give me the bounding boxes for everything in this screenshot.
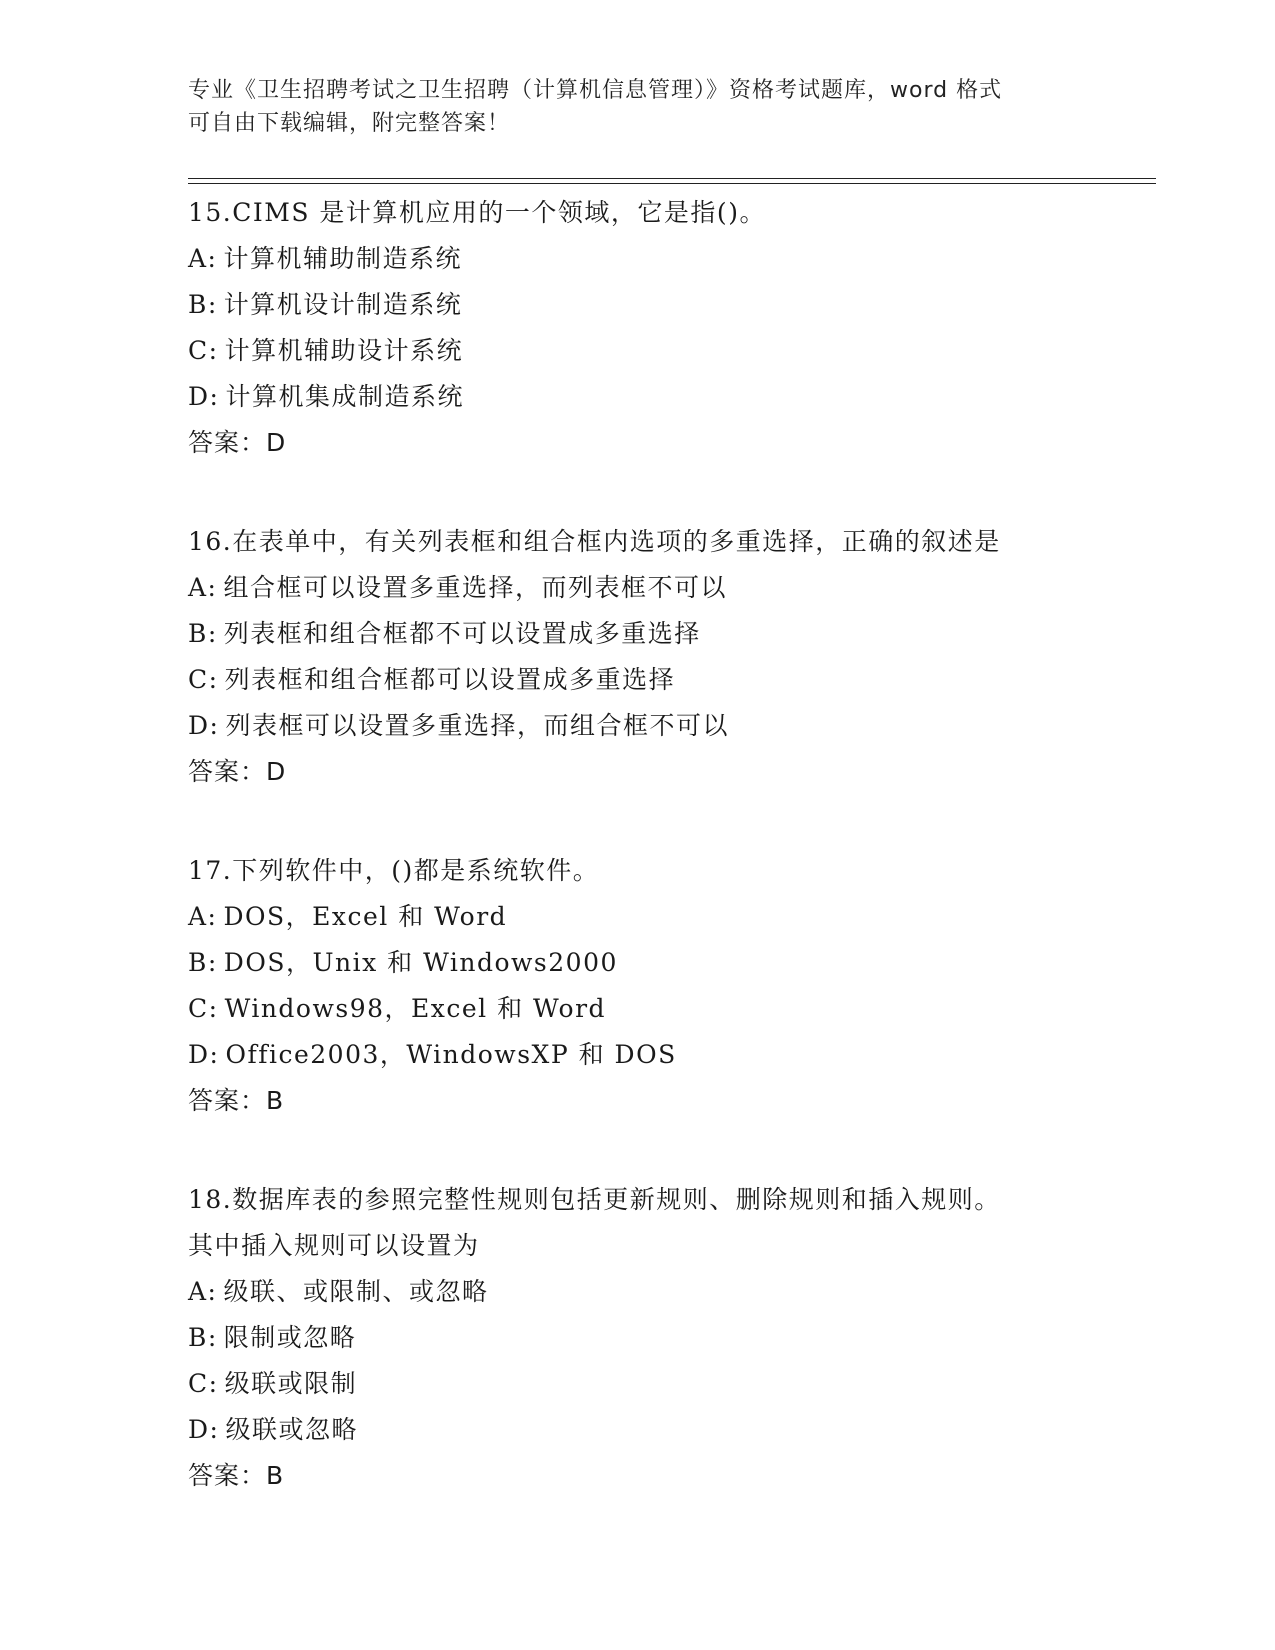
- answer-label: 答案：B: [188, 1461, 285, 1490]
- option-text: 计算机集成制造系统: [225, 382, 464, 411]
- option-letter: D:: [188, 711, 220, 740]
- option-text: 列表框和组合框都不可以设置成多重选择: [223, 619, 701, 648]
- answer-label: 答案：B: [188, 1086, 285, 1115]
- question-spacer: [188, 795, 1148, 848]
- option-letter: A:: [188, 1277, 218, 1306]
- question-15: [188, 190, 1148, 466]
- question-18: [188, 1177, 1148, 1499]
- question-stem: 17.下列软件中，()都是系统软件。: [188, 856, 600, 885]
- option-text: Windows98，Excel 和 Word: [224, 994, 607, 1023]
- option-c: [188, 986, 1148, 1032]
- option-letter: B:: [188, 948, 218, 977]
- option-c: [188, 328, 1148, 374]
- header-line-1: 专业《卫生招聘考试之卫生招聘（计算机信息管理）》资格考试题库，word 格式: [188, 78, 1003, 103]
- option-letter: B:: [188, 1323, 218, 1352]
- option-text: 计算机设计制造系统: [223, 290, 463, 319]
- header-line-2: 可自由下载编辑，附完整答案！: [188, 111, 511, 136]
- option-text: DOS，Excel 和 Word: [223, 902, 508, 931]
- option-letter: D:: [188, 1040, 220, 1069]
- answer-label: 答案：D: [188, 757, 287, 786]
- question-list: [188, 190, 1148, 1499]
- option-d: [188, 1032, 1148, 1078]
- option-text: 级联、或限制、或忽略: [223, 1277, 489, 1306]
- option-text: 组合框可以设置多重选择，而列表框不可以: [223, 573, 727, 602]
- option-c: [188, 657, 1148, 703]
- option-letter: C:: [188, 336, 219, 365]
- option-text: 列表框和组合框都可以设置成多重选择: [224, 665, 676, 694]
- option-text: 级联或忽略: [225, 1415, 358, 1444]
- question-stem: 15.CIMS 是计算机应用的一个领域，它是指()。: [188, 198, 766, 227]
- question-stem: 18.数据库表的参照完整性规则包括更新规则、删除规则和插入规则。: [188, 1185, 1001, 1214]
- answer-label: 答案：D: [188, 428, 287, 457]
- option-text: 计算机辅助制造系统: [223, 244, 462, 273]
- option-text: Office2003，WindowsXP 和 DOS: [225, 1040, 677, 1069]
- option-text: 计算机辅助设计系统: [224, 336, 464, 365]
- option-b: [188, 611, 1148, 657]
- option-d: [188, 703, 1148, 749]
- option-letter: A:: [188, 902, 218, 931]
- option-text: 限制或忽略: [223, 1323, 357, 1352]
- header-divider-bottom: [188, 183, 1156, 184]
- option-b: [188, 940, 1148, 986]
- question-17: [188, 848, 1148, 1124]
- option-letter: C:: [188, 665, 219, 694]
- option-a: [188, 565, 1148, 611]
- question-stem-continued: 其中插入规则可以设置为: [188, 1231, 480, 1260]
- option-c: [188, 1361, 1148, 1407]
- document-header: [188, 74, 1088, 140]
- header-divider-top: [188, 178, 1156, 179]
- option-a: [188, 1269, 1148, 1315]
- option-letter: D:: [188, 1415, 220, 1444]
- option-letter: C:: [188, 994, 219, 1023]
- option-text: DOS，Unix 和 Windows2000: [223, 948, 618, 977]
- question-spacer: [188, 1124, 1148, 1177]
- option-d: [188, 1407, 1148, 1453]
- question-stem: 16.在表单中，有关列表框和组合框内选项的多重选择，正确的叙述是: [188, 527, 1001, 556]
- question-16: [188, 519, 1148, 795]
- option-d: [188, 374, 1148, 420]
- question-spacer: [188, 466, 1148, 519]
- option-a: [188, 236, 1148, 282]
- option-letter: D:: [188, 382, 220, 411]
- option-b: [188, 282, 1148, 328]
- option-letter: A:: [188, 573, 218, 602]
- option-letter: C:: [188, 1369, 219, 1398]
- option-letter: B:: [188, 290, 218, 319]
- option-a: [188, 894, 1148, 940]
- option-b: [188, 1315, 1148, 1361]
- option-text: 列表框可以设置多重选择，而组合框不可以: [225, 711, 729, 740]
- option-letter: B:: [188, 619, 218, 648]
- option-text: 级联或限制: [224, 1369, 358, 1398]
- option-letter: A:: [188, 244, 218, 273]
